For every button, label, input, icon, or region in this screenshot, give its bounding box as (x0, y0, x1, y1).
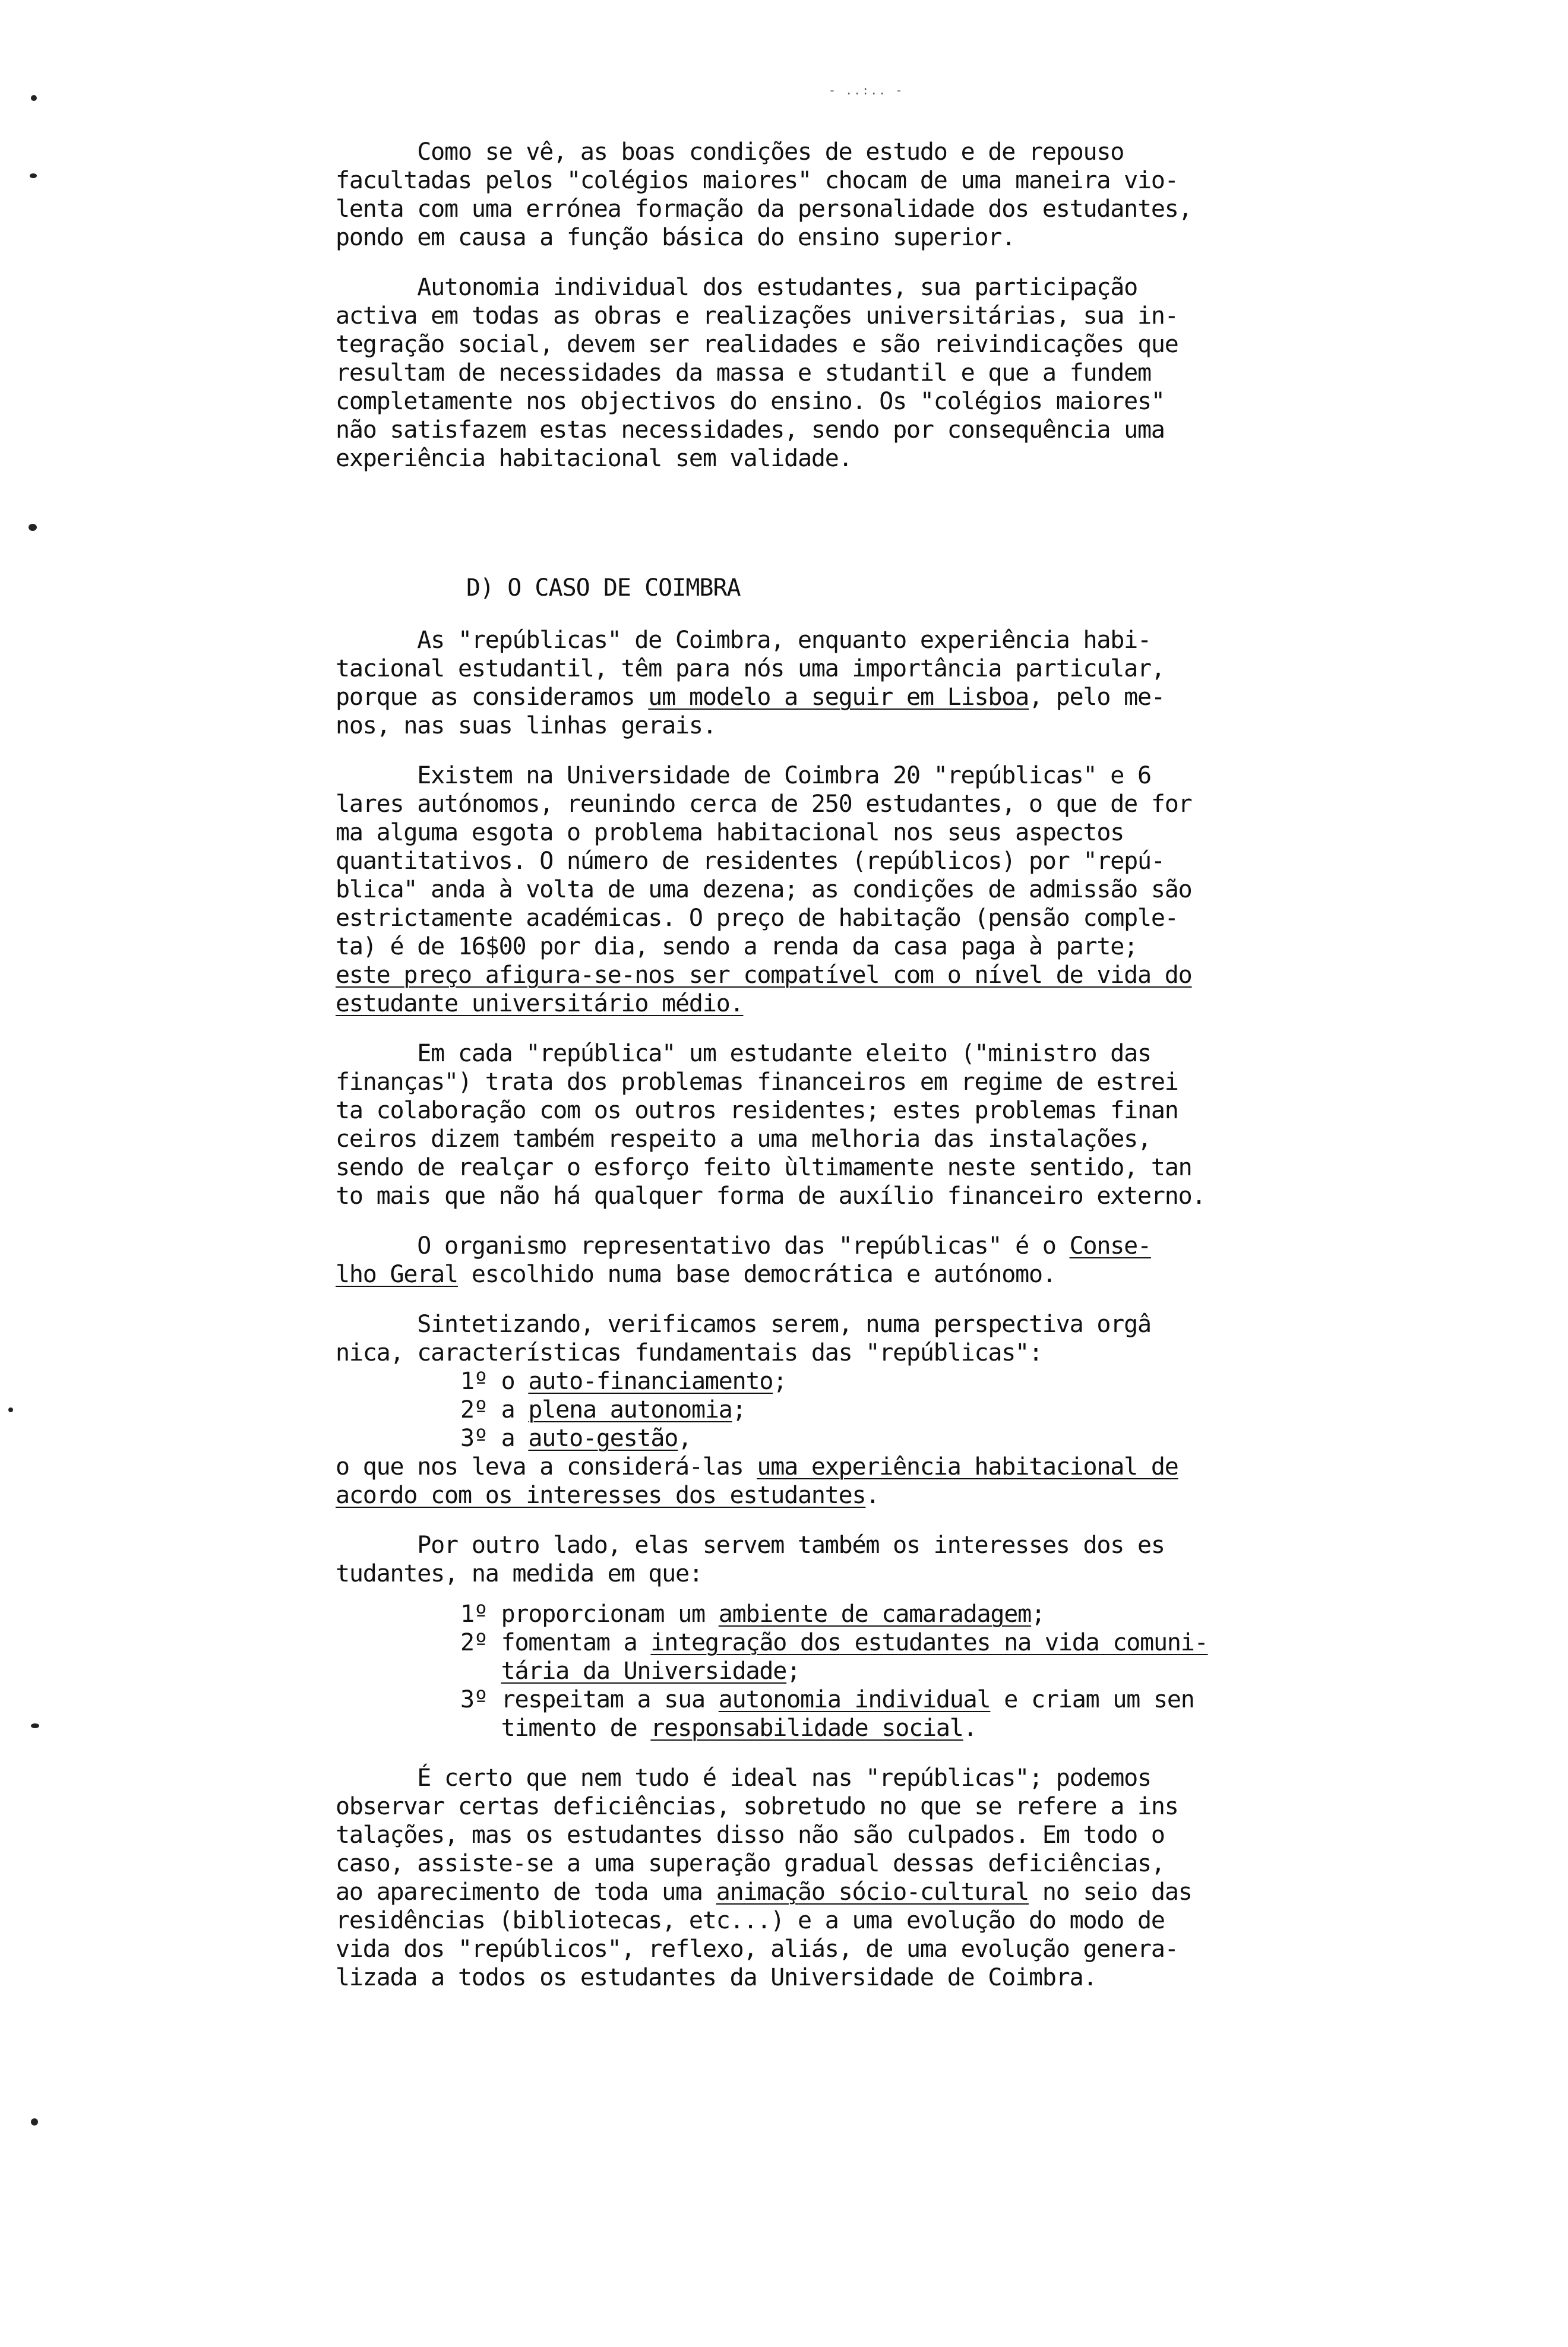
margin-mark (29, 524, 37, 531)
paragraph: As "repúblicas" de Coimbra, enquanto experiência habi- tacional estudantil, têm para nós uma importância particular, porque as consideramos um modelo a seguir em Lisboa, pelo me- nos, nas suas linhas gerais. (336, 627, 1165, 739)
paragraph: Em cada "república" um estudante eleito ("ministro das finanças") trata dos problemas financeiros em regime de estrei ta colaboração com os outros residentes; estes problemas finan ceiros dizem também respeito a uma melhoria das instalações, sendo de realçar o esforço feito ùltimamente neste sentido, tan to mais que não há qualquer forma de auxílio financeiro externo. (336, 1040, 1206, 1210)
paragraph: Existem na Universidade de Coimbra 20 "repúblicas" e 6 lares autónomos, reunindo cerca de 250 estudantes, o que de for ma alguma esgota o problema habitacional nos seus aspectos quantitativos. O número de residentes (repúblicos) por "repú- blica" anda à volta de uma dezena; as condições de admissão são estrictamente académicas. O preço de habitação (pensão comple- ta) é de 16$00 por dia, sendo a renda da casa paga à parte; este preço afigura-se-nos ser compatível com o nível de vida do estudante universitário médio. (336, 762, 1192, 1017)
list-item: 2º fomentam a integração dos estudantes na vida comuni- tária da Universidade; (460, 1629, 1208, 1685)
paragraph: É certo que nem tudo é ideal nas "repúblicas"; podemos observar certas deficiências, sobretudo no que se refere a ins talações, mas os estudantes disso não são culpados. Em todo o caso, assiste-se a uma superação gradual dessas deficiências, ao aparecimento de toda uma animação sócio-cultural no seio das residências (bibliotecas, etc...) e a uma evolução do modo de vida dos "repúblicos", reflexo, aliás, de uma evolução genera- lizada a todos os estudantes da Universidade de Coimbra. (336, 1764, 1192, 1991)
list-item: 1º o auto-financiamento; (460, 1368, 787, 1395)
document-page (336, 138, 1345, 1992)
paragraph: Sintetizando, verificamos serem, numa perspectiva orgâ nica, características fundamentais das "repúblicas": (336, 1311, 1151, 1367)
paragraph: O organismo representativo das "repúblicas" é o Conse- lho Geral escolhido numa base democrática e autónomo. (336, 1232, 1151, 1288)
list-item: 1º proporcionam um ambiente de camaradagem; (460, 1600, 1045, 1628)
page-header-mark: - ..:.. - (829, 83, 904, 97)
list-item: 3º respeitam a sua autonomia individual e criam um sen timento de responsabilidade social. (460, 1686, 1194, 1742)
paragraph: Autonomia individual dos estudantes, sua participação activa em todas as obras e realizações universitárias, sua in- tegração social, devem ser realidades e são reivindicações que resultam de necessidades da massa e studantil e que a fundem completamente nos objectivos do ensino. Os "colégios maiores" não satisfazem estas necessidades, sendo por consequência uma experiência habitacional sem validade. (336, 274, 1178, 472)
margin-mark (31, 2118, 38, 2125)
paragraph-continuation: o que nos leva a considerá-las uma experiência habitacional de acordo com os interesses dos estudantes. (336, 1453, 1178, 1509)
list (336, 1600, 1345, 1742)
section-heading: D) O CASO DE COIMBRA (466, 574, 741, 602)
list-item: 2º a plena autonomia; (460, 1396, 746, 1424)
list-item: 3º a auto-gestão, (460, 1425, 692, 1452)
margin-mark (31, 95, 37, 101)
list (336, 1367, 1345, 1453)
margin-mark (30, 173, 37, 178)
paragraph: Por outro lado, elas servem também os interesses dos es tudantes, na medida em que: (336, 1532, 1165, 1587)
margin-mark (31, 1723, 39, 1728)
paragraph: Como se vê, as boas condições de estudo e de repouso facultadas pelos "colégios maiores" chocam de uma maneira vio- lenta com uma errónea formação da personalidade dos estudantes, pondo em causa a função básica do ensino superior. (336, 138, 1192, 251)
margin-mark (8, 1407, 13, 1412)
